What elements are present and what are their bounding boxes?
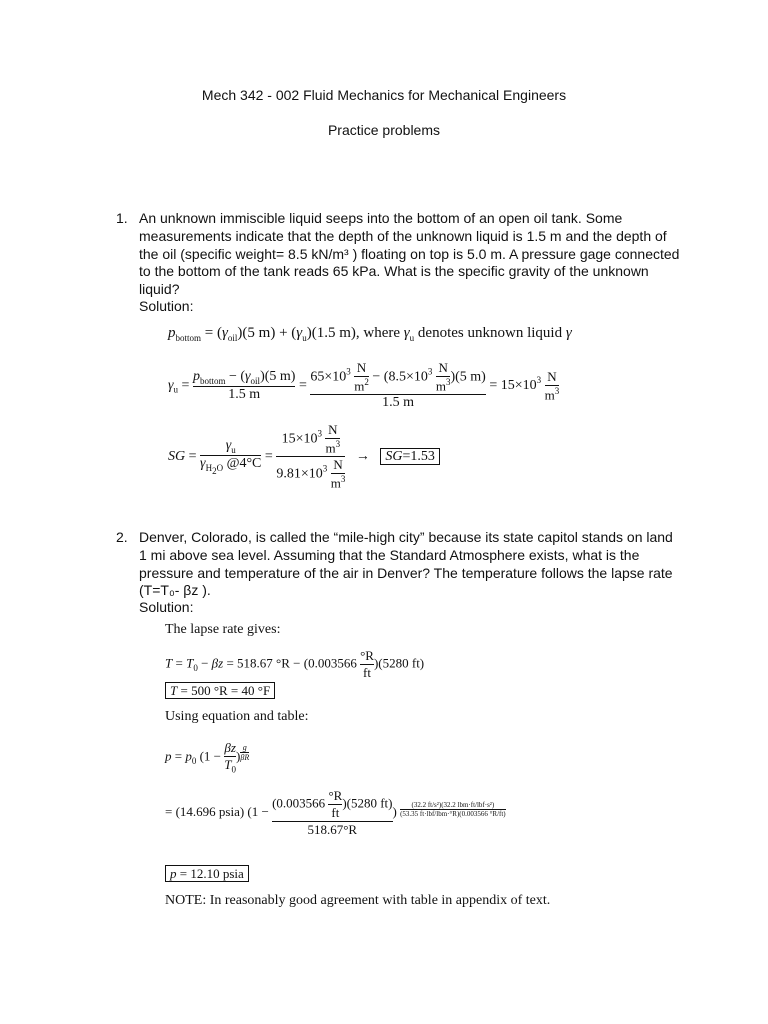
problem-1-equation-gamma-u: $\gamma_u$ = $\frac{p_{bottom} - (\gamma_{oil})(5 m)}{1.5 m}$ = $65\times 10^3$ $\frac{N}{m^2}$ − ($8.5\times 10^3$ $\frac{N}{m^3}$ )(5 m) 1.5 m = $15\times 10^3$ $\frac{N}{m^3}$	[168, 360, 560, 411]
problem-2-answer-temperature: T = 500 °R = 40 °F	[165, 683, 275, 699]
problem-2-using-text: Using equation and table:	[165, 709, 309, 724]
problem-2-answer-pressure: p = 12.10 psia	[165, 866, 249, 882]
problem-1-equation-specific-gravity: SG = $\frac{\gamma_u}{\gamma_{H_2O} @4^\circ C}$ = $15\times 10^3$ $\frac{N}{m^3}$ $9.81\times 10^3$ $\frac{N}{m^3}$ → SG=1.53	[168, 422, 440, 492]
problem-2-solution-label: Solution:	[139, 599, 194, 615]
problem-1-text: An unknown immiscible liquid seeps into the bottom of an open oil tank. Some measurements indicate that the depth of the unknown liquid is 1.5 m and the depth of the oil (specific weight= 8.5 kN/m³ ) floating on top is 5.0 m. A pressure gage connected to the bottom of the tank reads 65 kPa. What is the specific gravity of the unknown liquid?	[139, 210, 680, 298]
problem-1-equation-bottom-pressure: $p_{bottom} = (\gamma_{oil})(5$ $m) + (\gamma_u)(1.5$ m), where $\gamma_u$ denotes unknown liquid γ	[168, 325, 572, 343]
problem-1-answer-box: SG=1.53	[380, 448, 440, 465]
problem-1-number: 1.	[116, 210, 128, 226]
problem-2-lapse-intro: The lapse rate gives:	[165, 622, 281, 637]
problem-2-equation-pressure-evaluated: = (14.696 psia) (1 − (0.003566 $\frac{^\circ R}{ft}$ )(5280 ft) 518.67°R ) $^{\frac{\text{(32.2 ft/s²)(32.2 lbm·ft/lbf·s²)}}{\text{(53.35 ft·lbf/lbm·°R)(0.003566 °R/ft)}}}$	[165, 788, 506, 837]
problem-2-text: Denver, Colorado, is called the “mile-high city” because its state capitol stands on land 1 mi above sea level. Assuming that the Standard Atmosphere exists, what is the pressure and temperature of the air in Denver? The temperature follows the lapse rate (T=T₀- βz ).	[139, 529, 673, 599]
problem-2-note: NOTE: In reasonably good agreement with table in appendix of text.	[165, 893, 551, 908]
problem-1-solution-label: Solution:	[139, 298, 194, 314]
problem-2-equation-pressure: $p = p_0$ (1 − $\frac{\beta z}{T_0}$ ) $^{\frac{g}{\beta R}}$	[165, 740, 250, 775]
problem-2-equation-temperature: $T = T_0 - \beta z = 518.67$ °R − (0.003566 $\frac{^\circ R}{ft}$ )(5280 ft)	[165, 648, 425, 680]
page-subtitle: Practice problems	[327, 122, 441, 138]
problem-2-number: 2.	[116, 529, 128, 545]
page-title: Mech 342 - 002 Fluid Mechanics for Mechanical Engineers	[201, 87, 567, 103]
